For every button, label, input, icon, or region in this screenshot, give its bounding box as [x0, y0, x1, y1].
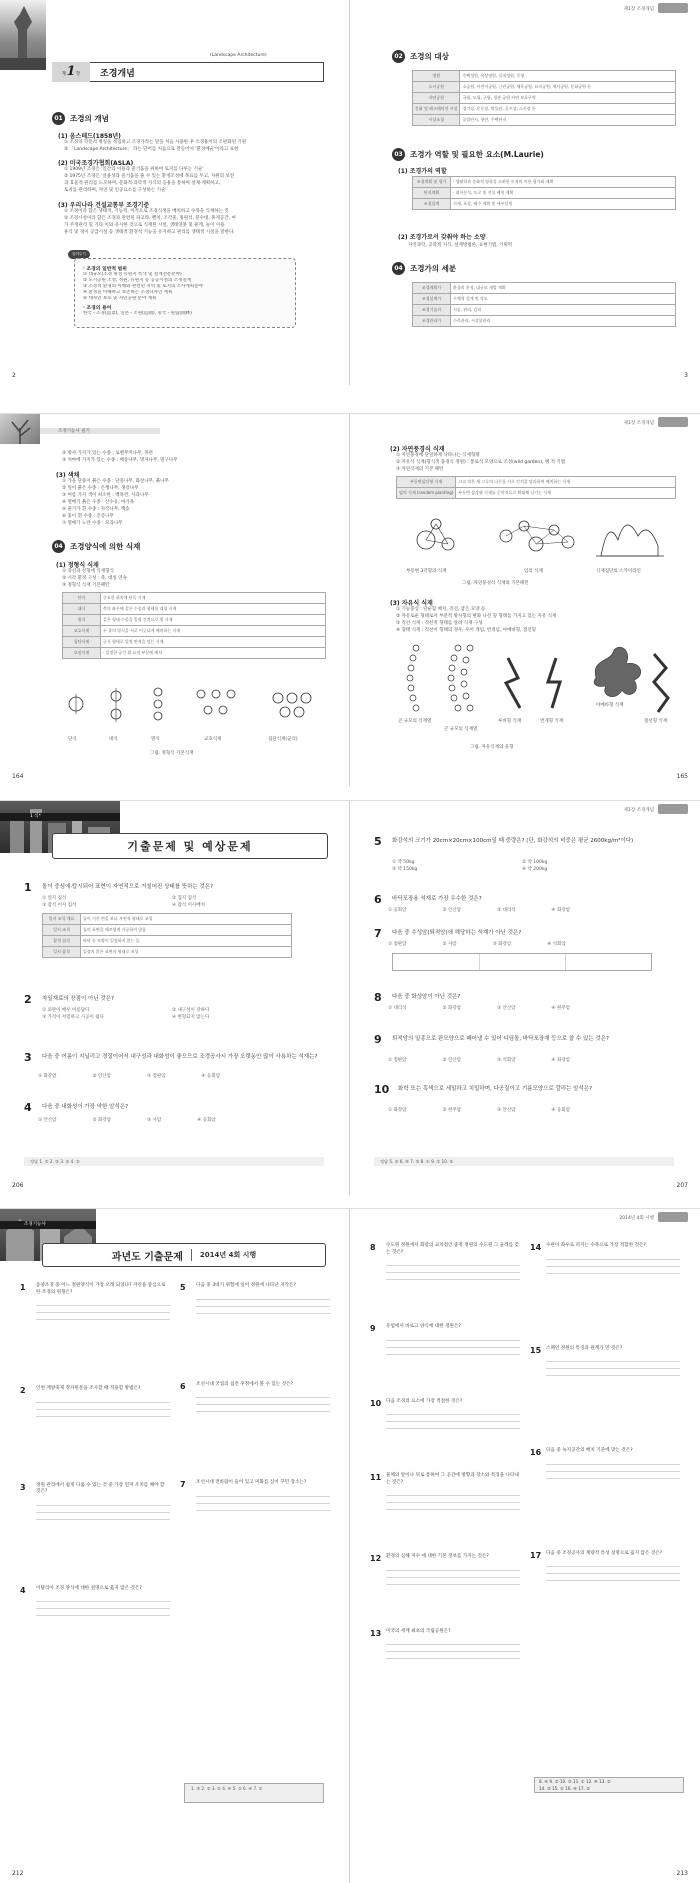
page-164	[0, 414, 350, 786]
table-row	[397, 488, 676, 499]
page-number: 165	[676, 773, 688, 780]
page-206	[0, 801, 350, 1195]
option-lines	[386, 1260, 520, 1286]
question-item	[370, 1243, 520, 1286]
table-row	[43, 925, 292, 936]
formal-figure-labels: 단식 대식 열식 교호식재 집단식재(군식)	[68, 737, 298, 742]
row-value: 구체적 설계 및 작도	[451, 294, 676, 305]
row-key: 잡석 집석	[43, 936, 81, 947]
row-value: · 일정한 공간 위 요점 부분에 배치	[101, 648, 326, 659]
lugbar-symbol	[506, 658, 520, 708]
q2-options: ① 외관이 매우 아름답다 ② 내구성이 강하다 ③ 가격이 저렴하고 시공이 쉽다 ④ 변형되지 않는다	[42, 1008, 210, 1020]
question-text: 미국의 세계 최초의 국립공원은?	[386, 1628, 451, 1634]
question-item	[370, 1473, 520, 1516]
banner-title: 기출문제 및 예상문제	[127, 840, 253, 853]
table-row	[413, 283, 676, 294]
question-text: 다음 중 녹지공간의 배치 기준에 맞는 것은?	[546, 1448, 633, 1453]
page-3	[350, 0, 700, 385]
table-row	[413, 177, 676, 188]
section-03: 03 조경가 역할 및 필요한 요소(M.Laurie)	[392, 148, 544, 161]
page-number: 212	[12, 1870, 24, 1877]
question-body	[386, 1399, 520, 1436]
question-body	[196, 1283, 330, 1320]
subheading-asla: (2) 미국조경가협회(ASLA)	[58, 160, 134, 167]
table-row	[413, 305, 676, 316]
row-key: 교호식재	[63, 626, 101, 637]
row-value: 시공, 관리, 감리	[451, 305, 676, 316]
spread-2	[0, 413, 700, 786]
page-212	[0, 1209, 350, 1883]
question-number: 13	[370, 1628, 382, 1638]
table-row	[43, 947, 292, 958]
subheading-role: (1) 조경가의 역할	[398, 168, 447, 175]
row-value: · 대지분석, 도로 및 건물 배치 계획	[451, 188, 676, 199]
question-text: 동양조경 중 어느 정원양식이 가장 오래 되었나? 자연을 중심으로 한 조경의 원형은?	[36, 1283, 166, 1295]
row-value: 환경의 분석, 대규모 개발 계획	[451, 283, 676, 294]
banner-title-box	[42, 1243, 326, 1267]
question-body	[36, 1283, 170, 1326]
table-row	[63, 615, 326, 626]
gap-3	[0, 1195, 700, 1208]
option-lines	[36, 1500, 170, 1526]
row-value: 공업단지, 항만, 주택단지	[460, 115, 676, 126]
row-key: 열식	[63, 615, 101, 626]
option-lines	[36, 1300, 170, 1326]
free-lines: ① 기능중심 : 단순함 배치, 직선, 굽은 모양 등 ② 자유로운 형태로서 부분적 방사형의 변화 나선 형 형태를 가지고 있는 자유 식재 ③ 직선 식재 : 직선적 형태를 살려 식재 구성 ④ 형태 식재 : 직선이 형태의 경우, 우어 개념, 반개념, 아메바형, 절선형	[396, 607, 557, 633]
question-text: 인천 계양축제 정자원문을 조사할 때 적용할 방법은?	[36, 1386, 141, 1391]
table-row	[63, 626, 326, 637]
question-text: 다음 조경의 요소에 가장 적절한 것은?	[386, 1398, 463, 1404]
question-item	[370, 1629, 520, 1666]
question-7: 7 다음 중 수성암(퇴적암)에 해당하는 석재가 아닌 것은?	[374, 927, 522, 940]
question-number: 8	[370, 1243, 376, 1252]
question-6: 6 바닥포장용 석재로 가장 우수한 것은?	[374, 893, 482, 906]
gap-2	[0, 786, 700, 800]
row-key: 대식	[63, 604, 101, 615]
free-figure-caption: 그림. 자유식재의 유형	[470, 745, 514, 750]
lines-c: ① 축선과 선형에 식재형식 ② 시각 환경 구성 : 축, 대칭 연속 ③ 정형식 식재 기본패턴	[62, 569, 127, 588]
option-lines	[386, 1639, 520, 1665]
table-row	[413, 93, 676, 104]
question-body	[386, 1629, 520, 1666]
subheading-natural: (2) 자연풍경식 식재	[390, 446, 445, 453]
row-value: · 생태학과 문화적 영향을 고려한 토지의 이용 평가와 계획	[451, 177, 676, 188]
table-row	[413, 316, 676, 327]
question-item	[180, 1283, 330, 1320]
row-value: 바닥 등 모양이 일정하지 않는 돌	[81, 936, 292, 947]
answer-grid: 8. ④ 9. ② 10. ③ 11. ① 12. ④ 13. ② 14. ③ 15. ① 16. ④ 17. ②	[534, 1777, 684, 1793]
question-text: 다음 중 조경공사의 계량적 특성 설명으로 옳지 않은 것은?	[546, 1550, 663, 1556]
option-lines	[546, 1356, 680, 1382]
alternate-planting-symbol	[197, 690, 235, 714]
table-row	[43, 936, 292, 947]
section-04: 04 조경가의 세분	[392, 262, 456, 275]
korea-lines: ① 조경이라 함은 생태적, 기능적, 미적으로 조경식생을 배치하고 수목을 식재하는 것 ② 조경시설이라 함은 조경과 관련된 파고라, 벤치, 조각물, 정원석, 분수대, 휴게공간, 여 가 주정관리 및 기타 이와 유사한 것으로 식재된 시설, 생태연못 및 휴게, 놀이 이용 휴식 및 경이 공급시설 등 생태적 환경적 기능을 유지하고 관리를 생태적 시설을 말한다.	[64, 209, 236, 235]
question-item	[530, 1448, 680, 1485]
answer-bar: 정답 5. ② 6. ④ 7. ③ 8. ① 9. ① 10. ②	[374, 1157, 674, 1166]
row-value: 돌의 표면을 매끄럽게 가공하지 않음	[81, 925, 292, 936]
q4-options: ① 안산암 ② 화강암 ③ 사암 ④ 응회암	[38, 1118, 216, 1123]
pair-planting-symbol	[111, 688, 121, 722]
table-row	[63, 604, 326, 615]
row-key: 요점식재	[63, 648, 101, 659]
asla-lines: ① 1909년 조경은 '인간의 이용과 즐거움을 위하여 토지를 다루는 기술' ② 1975년 조경은 '실용성과 즐거움을 줄 수 있는 환경조성에 목표를 두고, 자원의 보전 과 효율적 관리를 도모하며, 문화적·과학적 지식의 응용을 통하여 설계·계획하고, 토지를 관리하며, 자연 및 인공요소를 구성하는 기술'	[64, 167, 235, 193]
single-planting-symbol	[69, 694, 83, 714]
row-key: 일지 잡석	[43, 947, 81, 958]
page-213	[350, 1209, 700, 1883]
triangle-planting-symbol	[417, 519, 454, 550]
row-key: 부등변삼각형 식재	[397, 477, 456, 488]
option-lines	[546, 1459, 680, 1485]
row-value: 주택정원, 옥상정원, 실내정원, 중정	[460, 71, 676, 82]
question-body	[546, 1448, 680, 1485]
page-number: 3	[684, 372, 688, 379]
spread-1	[0, 0, 700, 385]
natural-planting-table	[396, 476, 676, 499]
row-value: 국립, 도립, 군립, 경관 공원 자연 보호구역	[460, 93, 676, 104]
free-figure-labels: 곤 규모의 식재열 곤 규모의 식재열 루바형 식재 번개형 식재 아메바형 식재 절선형 식재	[398, 703, 668, 732]
subheading-color: (3) 색채	[56, 472, 80, 479]
section-01: 01 조경의 개념	[52, 112, 109, 125]
question-body	[546, 1346, 680, 1383]
banner-title-box	[52, 833, 328, 859]
running-header: 2014년 4회 시행	[619, 1216, 654, 1221]
page-2	[0, 0, 350, 385]
question-item	[370, 1324, 520, 1361]
question-body	[386, 1473, 520, 1516]
question-number: 15	[530, 1345, 542, 1355]
banner-divider	[191, 1249, 192, 1261]
banner-title: 과년도 기출문제	[111, 1251, 183, 1263]
header-photo	[0, 414, 40, 444]
question-8: 8 다음 중 화성암이 아닌 것은?	[374, 991, 461, 1004]
chapter-badge: 제 1 장	[52, 62, 90, 82]
answer-bar: 정답 1. ② 2. ③ 3. ① 4. ②	[24, 1157, 324, 1166]
question-number: 14	[530, 1243, 542, 1252]
answer-grid: 1. ③ 2. ② 3. ① 4. ④ 5. ② 6. ④ 7. ①	[184, 1783, 324, 1803]
running-header: 제1장 조경개념	[623, 7, 654, 12]
question-10: 10 화학 또는 흑색으로 세밀하고 치밀하며, 다공질이고 기름모양으로 깔리는 암석은?	[374, 1083, 592, 1096]
question-number: 1	[20, 1283, 26, 1292]
page-207	[350, 801, 700, 1195]
table-row	[413, 199, 676, 210]
question-body	[546, 1551, 680, 1588]
subheading-olmsted: (1) 옴스테드(1858년)	[58, 133, 121, 140]
note-icon: 알아두기	[68, 250, 90, 259]
chapter-subtitle: (Landscape Architecture)	[210, 53, 267, 58]
table-row	[43, 914, 292, 925]
question-number: 10	[370, 1398, 382, 1408]
row-value: 돌이 거친 면을 보다 자연적 형태로 조성	[81, 914, 292, 925]
question-body	[546, 1243, 680, 1280]
question-body	[386, 1554, 520, 1591]
question-text: 환경의 심해 저수 에 대한 기본 정보를 가지는 것은?	[386, 1554, 489, 1559]
table-row	[413, 294, 676, 305]
page-number: 213	[676, 1870, 688, 1877]
running-header: 제1장 조경개념	[623, 421, 654, 426]
skills-line: 자연과학, 공학적 지식, 설계방법론, 표현기법, 기획력	[408, 243, 513, 248]
question-number: 16	[530, 1448, 542, 1457]
option-lines	[196, 1392, 330, 1418]
table-row	[63, 648, 326, 659]
question-text: 이탈리아 조경 양식에 대한 설명으로 옳지 않은 것은?	[36, 1585, 142, 1591]
row-key: 단식	[63, 593, 101, 604]
cover-photo	[0, 0, 46, 70]
question-text: 조선시대 전바람이 들어 있고 미화를 심어 꾸민 장소는?	[196, 1480, 307, 1485]
question-item	[20, 1586, 170, 1623]
spread-3	[0, 800, 700, 1195]
question-item	[370, 1399, 520, 1436]
row-key: 집단식재	[63, 637, 101, 648]
option-lines	[196, 1294, 330, 1320]
running-header: 조경기능사 필기	[58, 429, 90, 434]
page-number: 207	[676, 1182, 688, 1189]
question-text: 다음 중 3대기 위험에 일어 정원에 나타난 지각은?	[196, 1283, 296, 1288]
option-lines	[386, 1409, 520, 1435]
q6-options: ① 응회암 ② 안산암 ③ 대리석 ④ 화강암	[388, 908, 571, 913]
question-number: 4	[20, 1585, 26, 1595]
question-text: 조선시대 궁궐의 침전 후정에서 볼 수 있는 것은?	[196, 1381, 293, 1387]
header-ornament	[658, 3, 688, 13]
question-item	[180, 1480, 330, 1517]
option-lines	[386, 1490, 520, 1516]
curve-row-symbol-1	[407, 645, 419, 711]
subheading-skills: (2) 조경가로서 갖춰야 하는 소양	[398, 234, 486, 241]
question-item	[530, 1243, 680, 1280]
zigzag-symbol	[654, 654, 668, 712]
subheading-korea: (3) 우리나라 건설교통부 조경기준	[58, 202, 150, 209]
banner-strip: 조경기능사	[0, 1221, 96, 1229]
chapter-heading	[52, 62, 324, 82]
formal-planting-table	[62, 592, 326, 659]
table-row	[413, 115, 676, 126]
lines-b: ① 가을 단풍이 붉은 수종 : 단풍나무, 화살나무, 붉나무 ② 잎이 붉은 수종 : 은행나무, 생강나무 ③ 여름 가지 색이 희소한 : 백목련, 사과나무 ④ 열매가 붉은 수종 : 산수유, 마가목 ⑤ 줄기가 흰 수종 : 자작나무, 백송 ⑥ 꽃이 흰 수종 : 층층나무 ⑦ 열매가 노란 수종 : 모과나무	[62, 479, 169, 526]
table-row	[63, 593, 326, 604]
section-04: 04 조경양식에 의한 식재	[52, 540, 140, 553]
table-row	[63, 637, 326, 648]
header-ornament	[658, 804, 688, 814]
formal-planting-figure	[56, 684, 336, 734]
question-column-2	[180, 1283, 330, 1579]
question-number: 17	[530, 1550, 542, 1560]
question-9: 9 퇴적암의 일종으로 판모양으로 떼어낼 수 있어 디딤돌, 바닥포장재 등으로 쓸 수 있는 것은?	[374, 1033, 609, 1046]
row-value: 소공원, 어린이공원, 근린공원, 체육공원, 묘지공원, 역사공원, 문화공원 등	[460, 82, 676, 93]
natural-lines: ① 자연풍경에 단일하게 나타나는 식재형태 ② 자유식 식재(형식적 풍경식 정원) : 통로식 모양으로 조성(wild garden), 맹 적 기법 ③ 자연식재의 기본 패턴	[396, 453, 566, 472]
table-row	[413, 71, 676, 82]
random-planting-symbol	[500, 521, 574, 551]
row-value: 두 줄의 열식을 서로 어긋나게 배치하는 식재	[101, 626, 326, 637]
row-key: 도시공원	[413, 82, 460, 93]
question-number: 9	[370, 1324, 376, 1333]
amoeba-symbol	[594, 647, 641, 697]
page-165	[350, 414, 700, 786]
role-table	[412, 176, 676, 210]
question-text: 수관이 좌우로 퍼지는 수목으로 가장 적합한 것은?	[546, 1243, 646, 1248]
row-value: 수목관리, 시설물관리	[451, 316, 676, 327]
banner-strip: 1 식*	[0, 813, 120, 821]
subheading-free: (3) 자유식 식재	[390, 600, 433, 607]
question-4: 4 다음 중 내화성이 가장 약한 암석은?	[24, 1101, 129, 1114]
curve-row-symbol-2	[448, 645, 473, 711]
question-body	[36, 1483, 170, 1526]
q1-options: ① 일지 집석 ② 집지 집석 ③ 잠석 이사 집석 ④ 잡석 이사배치	[42, 896, 205, 908]
option-lines	[386, 1565, 520, 1591]
question-number: 12	[370, 1554, 382, 1563]
question-text: 정원 관리에서 쉽게 다룰 수 있는 것 중 가장 먼저 조치를 해야 할 것은?	[36, 1482, 165, 1494]
option-lines	[386, 1335, 520, 1361]
chapter-title-box	[90, 62, 324, 82]
row-value: 크고 작은 세 그루의 나무를 서로 간격을 달리하여 배치하는 식재	[456, 477, 676, 488]
row-value: 중요한 위치에 단독 식재	[101, 593, 326, 604]
row-planting-symbol	[154, 688, 162, 720]
option-lines	[36, 1596, 170, 1622]
chapter-title: 조경개념	[100, 68, 135, 79]
q3-options: ① 화강암 ② 안산암 ③ 점판암 ④ 응회암	[38, 1074, 221, 1079]
row-value: 경기장, 운동장, 박물관, 골프장, 스키장 등	[460, 104, 676, 115]
row-value: 축의 좌우에 같은 수종과 형태를 대칭 식재	[101, 604, 326, 615]
row-value: 일정치 않은 표면의 형태로 조성	[81, 947, 292, 958]
landscaper-types-table	[412, 282, 676, 327]
question-text: 유럽에서 바로크 양식에 대한 정원은?	[386, 1324, 461, 1329]
q5-options: ① 약 50kg ② 약 100kg ③ 약 150kg ④ 약 200kg	[392, 860, 548, 872]
row-key: 단지계획	[413, 188, 451, 199]
subheading-formal: (1) 정형식 식재	[56, 562, 99, 569]
question-body	[36, 1586, 170, 1623]
row-key: 임의 식재 (random planting)	[397, 488, 456, 499]
olmsted-lines: ① 조경의 학문적 명칭을 정립하고 조경가라는 말을 처음 사용한 후 조경용어의 조판화된 기원 ② 「Landscape Architecture」 라는 단어를 처음으로 만들어서 '환경예술'이라고 표현	[64, 140, 247, 152]
question-number: 2	[20, 1386, 26, 1395]
statue-photo-icon	[0, 0, 46, 70]
natural-figure-caption: 그림. 자연풍경식 식재의 기본패턴	[462, 581, 529, 586]
option-lines	[546, 1254, 680, 1280]
question-body	[386, 1324, 520, 1361]
spread-4	[0, 1208, 700, 1883]
row-key: 조경기술자	[413, 305, 451, 316]
question-text: 스페인 정원의 특징과 관계가 먼 것은?	[546, 1345, 623, 1351]
q8-options: ① 대리석 ② 화강암 ③ 안산암 ④ 현무암	[388, 1006, 571, 1011]
lines-a: ② 방사 가지가 있는 수종 : 로벨무커나무, 목련 ③ 처마에 가지가 있는 수종 : 배롱나무, 명자나무, 멀구나무	[62, 451, 178, 463]
question-item	[20, 1283, 170, 1326]
question-number: 7	[180, 1480, 186, 1489]
banner-year: 2014년 4회 시행	[199, 1251, 257, 1259]
q10-options: ① 화강암 ② 현무암 ③ 안산암 ④ 응회암	[388, 1108, 571, 1113]
question-item	[20, 1386, 170, 1423]
question-number: 11	[370, 1473, 382, 1482]
question-column-2	[530, 1243, 680, 1653]
question-column-1	[20, 1283, 170, 1682]
natural-planting-figure	[396, 506, 676, 566]
row-key: 일지 조석 개요	[43, 914, 81, 925]
tree-photo-icon	[0, 414, 40, 444]
q7-table-placeholder	[392, 953, 652, 971]
lightning-symbol	[548, 658, 560, 708]
header-ornament	[658, 417, 688, 427]
row-key: 조경계획 및 평가	[413, 177, 451, 188]
question-body	[196, 1480, 330, 1517]
q9-options: ① 점판암 ② 안산암 ③ 석회암 ④ 화강암	[388, 1058, 571, 1063]
figure-caption: 그림. 정형식 기본식재	[150, 751, 194, 756]
landscape-targets-table	[412, 70, 676, 126]
row-key: 조경관리가	[413, 316, 451, 327]
q7-options: ① 점판암 ② 사암 ③ 화강암 ④ 석회암	[388, 942, 566, 947]
question-item	[370, 1554, 520, 1591]
question-5: 5 화강석의 크기가 20cm×20cm×100cm일 때 중량은? (단, 화강석의 비중은 평균 2600kg/m³이다)	[374, 835, 634, 848]
question-text: 수도원 정원에서 회랑의 교차점인 중정 정원의 수도원 그 둘레를 갖는 것은?	[386, 1243, 519, 1255]
row-value: 부등변 삼각형 식재를 순차적으로 확대해 나가는 식재	[456, 488, 676, 499]
question-1: 1 돌이 중심에·탑시되어 표현이 자연적으로 거칠어진 상태를 뜻하는 것은?	[24, 881, 213, 894]
question-body	[196, 1382, 330, 1419]
page-number: 2	[12, 372, 16, 379]
table-row	[413, 104, 676, 115]
gap-1	[0, 385, 700, 413]
option-lines	[36, 1397, 170, 1423]
section-02: 02 조경의 대상	[392, 50, 449, 63]
row-key: 조경설계가	[413, 294, 451, 305]
question-2: 2 자일재료의 장점이 아닌 것은?	[24, 993, 114, 1006]
row-key: 문화 및 레크레이션 시설	[413, 104, 460, 115]
row-key: 조경설계	[413, 199, 451, 210]
key-points-box: · 조경의 일반적 범위 ① 대규모(조경 위성 유원지 특색 및 설계전문분야) ② 도시공원 조성, 정원, 유원지 등 공공시설의 조경설계 ③ 조경적 환경의 이해와 관련된 지역 및 토지의 조사계획분야 ④ 환경을 이해하고 보존하는 조경디자인 계획 ⑤ 대자연 보호 및 자연공원 분야 계획 · 조경의 용어 한국 - 조경(造景), 일본 - 조원(造園), 중국 - 원림(園林)	[74, 258, 296, 328]
option-lines	[196, 1491, 330, 1517]
question-body	[36, 1386, 170, 1423]
row-key: 시설조경	[413, 115, 460, 126]
question-text: 물체의 앞이나 뒤로 통하여 그 공간에 방향과 장소와 특징을 나타내는 것은?	[386, 1473, 519, 1485]
question-number: 3	[20, 1482, 26, 1492]
running-header: 제1장 조경개념	[623, 808, 654, 813]
group-planting-symbol	[273, 693, 311, 717]
row-value: 식재, 포장, 배수 계획 및 세부설계	[451, 199, 676, 210]
table-row	[413, 188, 676, 199]
question-column-1	[370, 1243, 520, 1703]
question-number: 5	[180, 1283, 186, 1292]
table-row	[397, 477, 676, 488]
row-key: 자연공원	[413, 93, 460, 104]
row-key: 조경계획가	[413, 283, 451, 294]
question-3: 3 다음 중 여름이 지닐리고 경질이어서 내구성과 내화성이 좋으므로 조경공사시 가장 오랫동안 많이 사용하는 석재는?	[24, 1051, 318, 1064]
page-number: 206	[12, 1182, 24, 1189]
table-row	[413, 82, 676, 93]
option-lines	[546, 1561, 680, 1587]
q1-explanation-table	[42, 913, 292, 958]
skyline-symbol	[596, 525, 664, 556]
natural-figure-labels: 부등변 3각형의 식재 임의 식재 식재집단의 스카이라인	[406, 569, 641, 574]
question-item	[20, 1483, 170, 1526]
row-key: 정원	[413, 71, 460, 82]
question-item	[180, 1382, 330, 1419]
row-key: 일지 조석	[43, 925, 81, 936]
row-value: 같은 형태 수종을 일정 간격으로 열 식재	[101, 615, 326, 626]
question-body	[386, 1243, 520, 1286]
question-item	[530, 1551, 680, 1588]
question-item	[530, 1346, 680, 1383]
row-value: 군식 형태로 일정 면적을 덮는 식재	[101, 637, 326, 648]
page-number: 164	[12, 773, 24, 780]
header-ornament	[658, 1212, 688, 1222]
question-number: 6	[180, 1381, 186, 1391]
